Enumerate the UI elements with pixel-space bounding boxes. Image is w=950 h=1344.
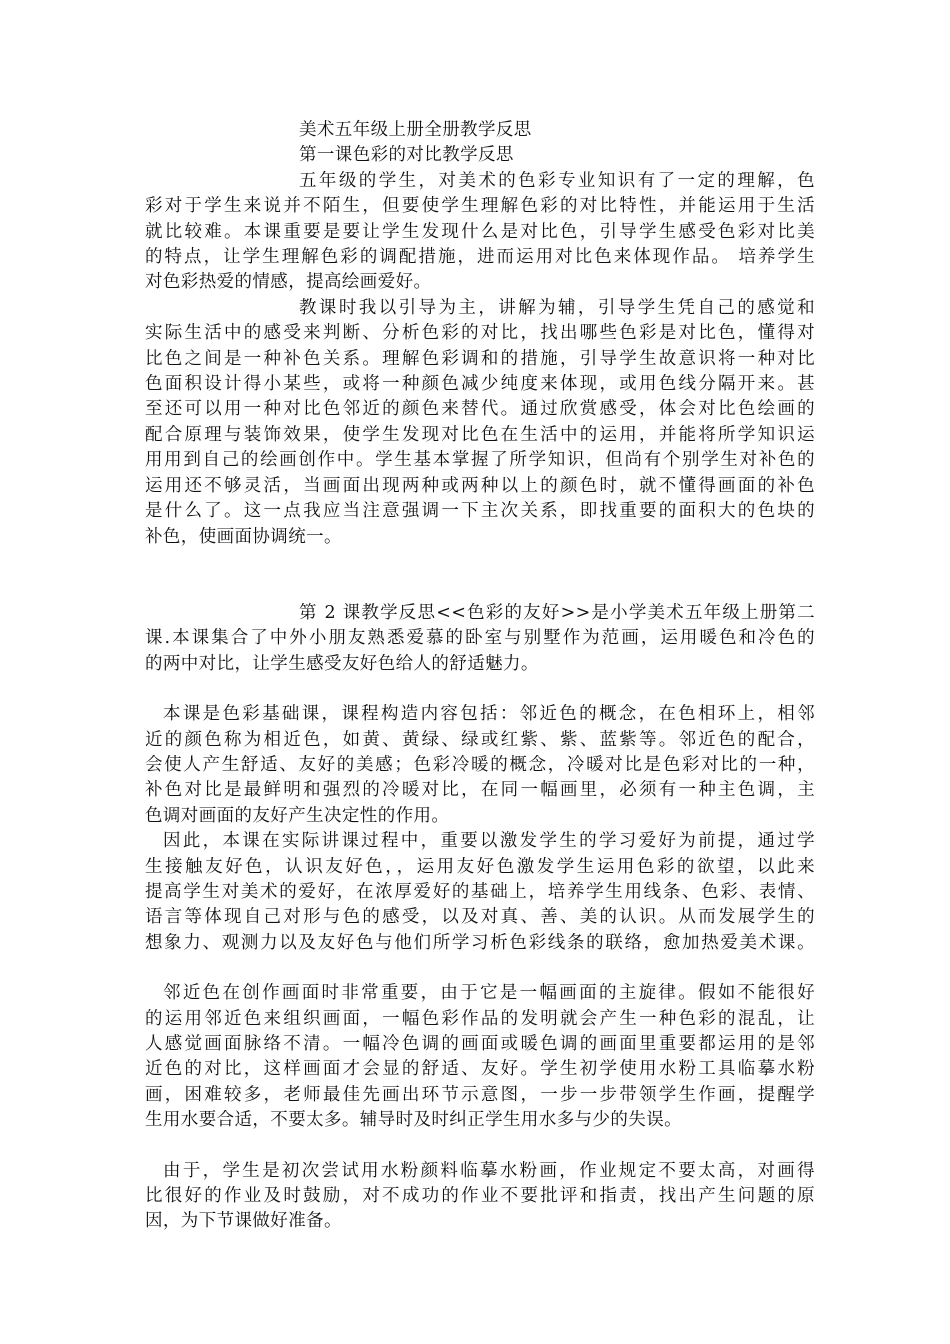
document-page [145,118,815,1235]
text-line: 实际生活中的感受来判断、分析色彩的对比，找出哪些色彩是对比色，懂得对 [145,323,815,344]
text-line: 的特点，让学生理解色彩的调配措施，进而运用对比色来体现作品。 培养学生 [145,247,815,268]
text-line: 由于，学生是初次尝试用水粉颜料临摹水粉画，作业规定不要太高，对画得 [163,1160,815,1181]
lesson1-paragraph-2 [145,296,815,550]
document-title: 美术五年级上册全册教学反思 [299,120,532,140]
text-line: 人感觉画面脉络不清。一幅冷色调的画面或暖色调的画面里重要都运用的是邻 [145,1034,815,1054]
lesson1-heading: 第一课色彩的对比教学反思 [299,145,514,166]
text-line: 因此，本课在实际讲课过程中，重要以激发学生的学习爱好为前提，通过学 [163,831,815,852]
text-line: 画，困难较多，老师最佳先画出环节示意图，一步一步带领学生作画，提醒学 [145,1084,815,1105]
text-line: 的运用邻近色来组织画面，一幅色彩作品的发明就会产生一种色彩的混乱，让 [145,1008,815,1029]
text-line: 因，为下节课做好准备。 [145,1211,342,1232]
text-line: 生用水要合适，不要太多。辅导时及时纠正学生用水多与少的失误。 [145,1110,682,1131]
text-line: 想象力、观测力以及友好色与他们所学习析色彩线条的联络，愈加热爱美术课。 [145,932,815,953]
text-line: 邻近色在创作画面时非常重要，由于它是一幅画面的主旋律。假如不能很好 [163,983,815,1004]
text-line: 会使人产生舒适、友好的美感；色彩冷暖的概念，冷暖对比是色彩对比的一种， [145,754,815,775]
lesson2-paragraph-2 [145,702,815,829]
text-line: 用用到自己的绘画创作中。学生基本掌握了所学知识，但尚有个别学生对补色的 [145,450,815,471]
text-line: 是什么了。这一点我应当注意强调一下主次关系，即找重要的面积大的色块的 [145,501,815,522]
text-line: 语言等体现自己对形与色的感受，以及对真、善、美的认识。从而发展学生的 [145,907,815,928]
text-line: 补色对比是最鲜明和强烈的冷暖对比，在同一幅画里，必须有一种主色调，主 [145,780,815,801]
text-line: 生接触友好色，认识友好色，，运用友好色激发学生运用色彩的欲望，以此来 [145,856,815,877]
text-line: 第 2 课教学反思<<色彩的友好>>是小学美术五年级上册第二 [299,602,815,623]
text-line: 对色彩热爱的情感，提高绘画爱好。 [145,272,432,293]
text-line: 教课时我以引导为主，讲解为辅，引导学生凭自己的感觉和 [299,297,815,318]
lesson2-paragraph-5 [145,1159,815,1235]
text-line: 的两中对比，让学生感受友好色给人的舒适魅力。 [145,653,539,674]
text-line: 色调对画面的友好产生决定性的作用。 [145,805,450,826]
lesson2-paragraph-4 [145,981,815,1133]
text-line: 五年级的学生，对美术的色彩专业知识有了一定的理解，色 [299,170,815,191]
text-line: 课.本课集合了中外小朋友熟悉爱慕的卧室与别墅作为范画，运用暖色和冷色的 [145,628,815,649]
text-line: 比色之间是一种补色关系。理解色彩调和的措施，引导学生故意识将一种对比 [145,348,815,369]
text-line: 补色，使画面协调统一。 [145,526,342,547]
lesson2-paragraph-1 [145,601,815,677]
text-line: 比很好的作业及时鼓励，对不成功的作业不要批评和指责，找出产生问题的原 [145,1186,815,1207]
lesson1-paragraph-1 [145,169,815,296]
text-line: 色面积设计得小某些，或将一种颜色减少纯度来体现，或用色线分隔开来。甚 [145,374,815,395]
text-line: 提高学生对美术的爱好，在浓厚爱好的基础上，培养学生用线条、色彩、表情、 [145,881,815,902]
text-line: 就比较难。本课重要是要让学生发现什么是对比色，引导学生感受色彩对比美 [145,221,815,242]
text-line: 彩对于学生来说并不陌生，但要使学生理解色彩的对比特性，并能运用于生活 [145,196,815,217]
text-line: 近的颜色称为相近色，如黄、黄绿、绿或红紫、紫、蓝紫等。邻近色的配合， [145,729,815,750]
text-line: 至还可以用一种对比色邻近的颜色来替代。通过欣赏感受，体会对比色绘画的 [145,399,815,420]
text-line: 本课是色彩基础课，课程构造内容包括：邻近色的概念，在色相环上，相邻 [163,704,815,725]
lesson2-paragraph-3 [145,829,815,956]
text-line: 配合原理与装饰效果，使学生发现对比色在生活中的运用，并能将所学知识运 [145,424,815,445]
text-line: 运用还不够灵活，当画面出现两种或两种以上的颜色时，就不懂得画面的补色 [145,475,815,496]
text-line: 近色的对比，这样画面才会显的舒适、友好。学生初学使用水粉工具临摹水粉 [145,1059,815,1080]
